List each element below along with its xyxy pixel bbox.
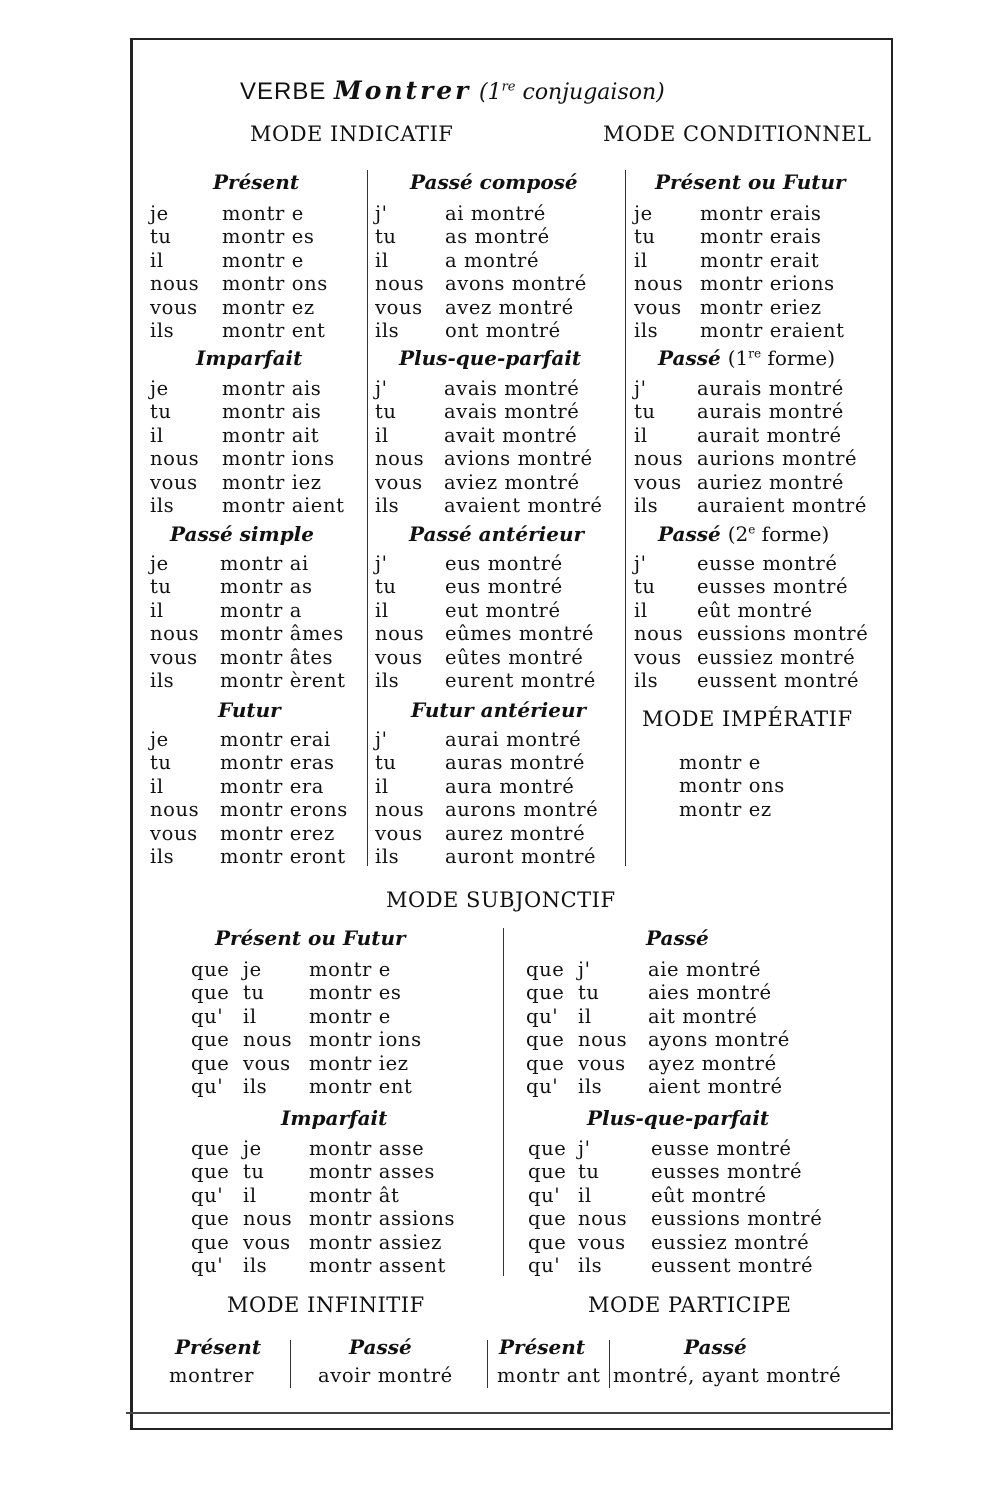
tense-title-subjonctif-imparfait: Imparfait xyxy=(281,1106,388,1130)
tense-title-indicatif-present: Présent xyxy=(213,170,300,194)
mode-participe-heading: MODE PARTICIPE xyxy=(588,1293,792,1317)
mode-conditionnel-heading: MODE CONDITIONNEL xyxy=(603,122,872,146)
tense-title-conditionnel-present: Présent ou Futur xyxy=(655,170,846,194)
table-row: montr ons xyxy=(679,774,785,798)
tense-title-subjonctif-passe: Passé xyxy=(646,926,709,950)
tense-title-passe-anterieur: Passé antérieur xyxy=(409,522,585,546)
tense-title-infinitif-passe: Passé xyxy=(349,1335,412,1359)
page-title: VERBE Montrer (1re conjugaison) xyxy=(240,76,665,105)
tense-title-infinitif-present: Présent xyxy=(175,1335,262,1359)
tense-title-futur-anterieur: Futur antérieur xyxy=(411,698,587,722)
bottom-rule xyxy=(126,1412,890,1414)
tense-title-plus-que-parfait: Plus-que-parfait xyxy=(399,346,582,370)
tense-title-participe-present: Présent xyxy=(499,1335,586,1359)
tense-title-imparfait: Imparfait xyxy=(196,346,303,370)
tense-title-conditionnel-passe-1: Passé (1re forme) xyxy=(658,346,836,370)
mode-indicatif-heading: MODE INDICATIF xyxy=(250,122,454,146)
tense-title-subjonctif-present: Présent ou Futur xyxy=(215,926,406,950)
mode-imperatif-heading: MODE IMPÉRATIF xyxy=(642,707,853,731)
column-divider xyxy=(487,1340,488,1388)
infinitif-passe-value: avoir montré xyxy=(318,1364,453,1387)
column-divider xyxy=(503,928,504,1276)
table-row: montr e xyxy=(679,751,761,774)
participe-passe-value: montré, ayant montré xyxy=(613,1364,842,1387)
tense-title-participe-passe: Passé xyxy=(684,1335,747,1359)
tense-title-futur: Futur xyxy=(218,698,281,722)
verb-name: Montrer xyxy=(334,76,472,105)
mode-subjonctif-heading: MODE SUBJONCTIF xyxy=(386,888,616,912)
tense-title-conditionnel-passe-2: Passé (2e forme) xyxy=(658,522,830,546)
infinitif-present-value: montrer xyxy=(169,1364,255,1387)
column-divider xyxy=(290,1340,291,1388)
table-row: montr ez xyxy=(679,797,772,821)
tense-title-passe-simple: Passé simple xyxy=(170,522,314,546)
column-divider xyxy=(625,170,626,866)
participe-present-value: montr ant xyxy=(497,1364,601,1387)
mode-infinitif-heading: MODE INFINITIF xyxy=(227,1293,425,1317)
column-divider xyxy=(367,170,368,866)
column-divider xyxy=(609,1340,610,1388)
tense-title-subjonctif-plus-que-parfait: Plus-que-parfait xyxy=(587,1106,770,1130)
tense-title-passe-compose: Passé composé xyxy=(410,170,578,194)
